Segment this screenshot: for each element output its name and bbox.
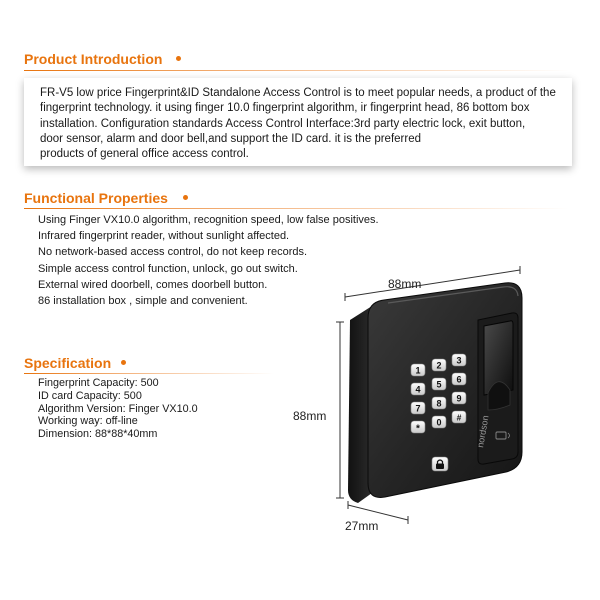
intro-line: FR-V5 low price Fingerprint&ID Standalone Access Control is to meet popular needs, a product of the <box>40 87 556 99</box>
feature-item: Infrared fingerprint reader, without sunlight affected. <box>38 230 290 243</box>
keypad-key[interactable] <box>432 378 446 390</box>
svg-text:5: 5 <box>436 379 442 390</box>
intro-line: door sensor, alarm and door bell,and support the ID card. it is the preferred <box>40 132 421 145</box>
keypad-key[interactable] <box>411 402 425 414</box>
feature-item: Simple access control function, unlock, go out switch. <box>38 262 298 275</box>
keypad-key[interactable] <box>432 416 446 428</box>
svg-text:6: 6 <box>456 374 462 385</box>
keypad-key[interactable] <box>411 421 425 435</box>
keypad-key[interactable] <box>452 392 466 404</box>
svg-text:9: 9 <box>456 393 462 404</box>
device-brand-logo: nordson <box>475 414 491 449</box>
svg-text:3: 3 <box>456 355 462 366</box>
intro-line: fingerprint technology. it using finger 10.0 fingerprint algorithm, ir fingerprint head, 86 bottom box <box>40 102 530 115</box>
svg-text:#: # <box>456 412 462 423</box>
spec-item: ID card Capacity: 500 <box>38 389 142 402</box>
svg-text:4: 4 <box>415 384 421 395</box>
keypad-key[interactable] <box>452 373 466 385</box>
spec-item: Fingerprint Capacity: 500 <box>38 377 159 389</box>
keypad-key[interactable] <box>411 383 425 395</box>
keypad-key[interactable] <box>432 359 446 371</box>
width-dimension-label: 88mm <box>388 277 422 291</box>
doorbell-key[interactable] <box>432 457 448 471</box>
keypad-key[interactable] <box>411 364 425 376</box>
svg-text:8: 8 <box>436 398 442 409</box>
svg-text:1: 1 <box>415 365 421 376</box>
svg-text:0: 0 <box>436 417 442 428</box>
spec-item: Dimension: 88*88*40mm <box>38 428 158 441</box>
functional-properties-title: Functional Properties <box>24 190 168 206</box>
svg-text:2: 2 <box>436 360 442 371</box>
intro-line: products of general office access control. <box>40 148 249 161</box>
depth-dimension-label: 27mm <box>345 519 379 533</box>
product-introduction-title: Product Introduction <box>24 51 163 67</box>
spec-item: Algorithm Version: Finger VX10.0 <box>38 402 198 415</box>
feature-item: No network-based access control, do not keep records. <box>38 246 308 259</box>
keypad-key[interactable] <box>452 354 466 366</box>
feature-item: 86 installation box , simple and convenient. <box>38 295 248 308</box>
height-dimension-label: 88mm <box>293 409 327 423</box>
feature-item: Using Finger VX10.0 algorithm, recognition speed, low false positives. <box>38 214 379 226</box>
specification-title: Specification <box>24 355 112 371</box>
spec-item: Working way: off-line <box>38 415 138 428</box>
svg-text:*: * <box>416 423 420 435</box>
svg-text:7: 7 <box>415 403 421 414</box>
intro-line: installation. Configuration standards Access Control Interface:3rd party electric lock, exit button, <box>40 117 526 130</box>
keypad-key[interactable] <box>452 411 466 423</box>
feature-item: External wired doorbell, comes doorbell button. <box>38 278 268 291</box>
keypad-key[interactable] <box>432 397 446 409</box>
